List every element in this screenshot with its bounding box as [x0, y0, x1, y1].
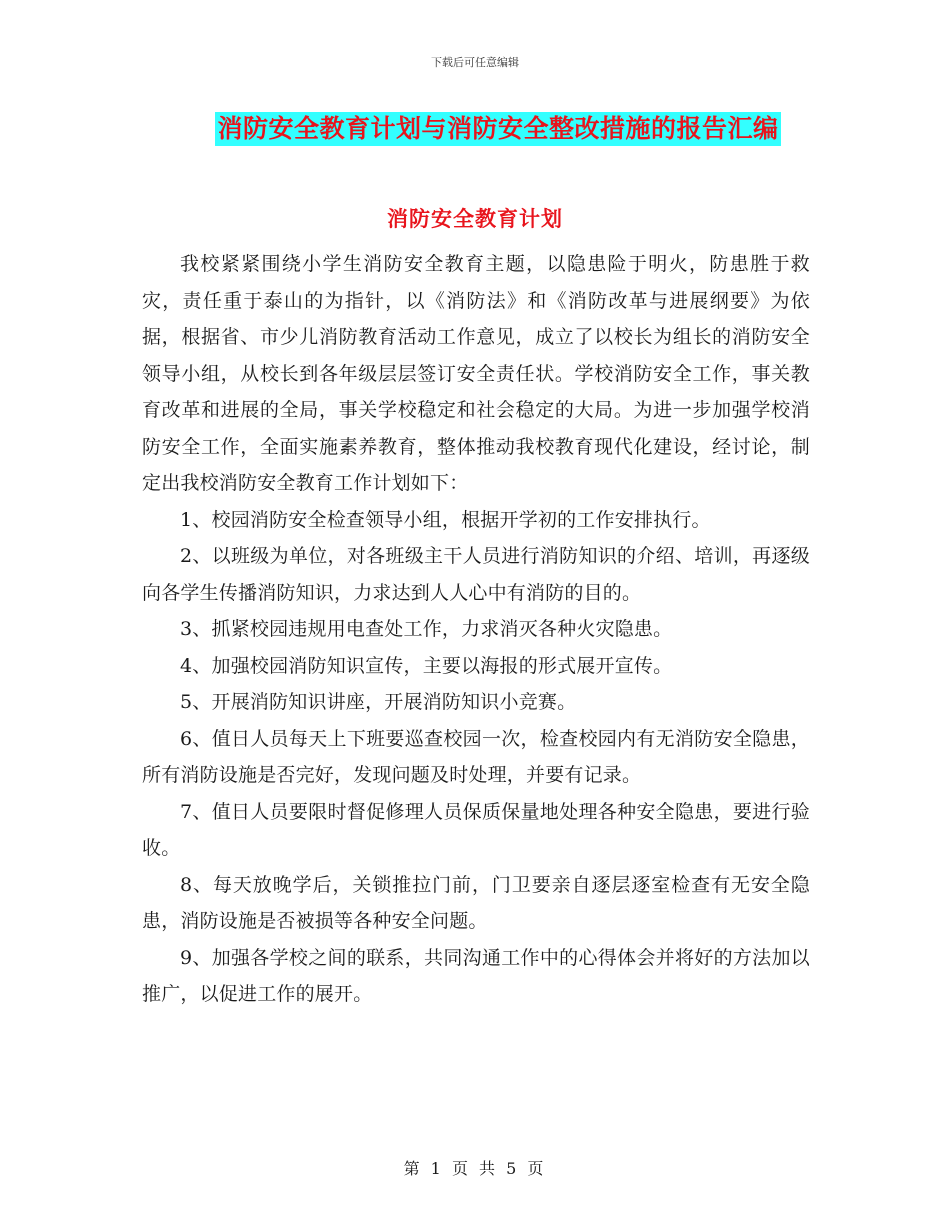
plan-item-8: 8、每天放晚学后，关锁推拉门前，门卫要亲自逐层逐室检查有无安全隐患，消防设施是否被损等各种安全问题。	[142, 873, 810, 932]
plan-item-9: 9、加强各学校之间的联系，共同沟通工作中的心得体会并将好的方法加以推广，以促进工作的展开。	[142, 946, 810, 1005]
section-title: 消防安全教育计划	[387, 206, 563, 231]
document-title: 消防安全教育计划与消防安全整改措施的报告汇编	[215, 112, 780, 146]
plan-item-3: 3、抓紧校园违规用电查处工作，力求消灭各种火灾隐患。	[180, 618, 673, 640]
main-title-container	[0, 112, 950, 146]
intro-paragraph: 我校紧紧围绕小学生消防安全教育主题，以隐患险于明火，防患胜于救灾，责任重于泰山的为指针，以《消防法》和《消防改革与进展纲要》为依据，根据省、市少儿消防教育活动工作意见，成立了以校长为组长的消防安全领导小组，从校长到各年级层层签订安全责任状。学校消防安全工作，事关教育改革和进展的全局，事关学校稳定和社会稳定的大局。为进一步加强学校消防安全工作，全面实施素养教育，整体推动我校教育现代化建设，经讨论，制定出我校消防安全教育工作计划如下：	[142, 253, 810, 494]
plan-item-6: 6、值日人员每天上下班要巡查校园一次，检查校园内有无消防安全隐患，所有消防设施是否完好，发现问题及时处理，并要有记录。	[142, 727, 810, 786]
plan-item-1: 1、校园消防安全检查领导小组，根据开学初的工作安排执行。	[180, 508, 711, 531]
plan-item-4: 4、加强校园消防知识宣传，主要以海报的形式展开宣传。	[180, 654, 673, 677]
plan-item-7: 7、值日人员要限时督促修理人员保质保量地处理各种安全隐患，要进行验收。	[142, 800, 810, 859]
header-note: 下载后可任意编辑	[431, 56, 519, 69]
page-footer: 第 1 页 共 5 页	[403, 1159, 547, 1178]
document-body	[142, 246, 810, 1013]
plan-item-5: 5、开展消防知识讲座，开展消防知识小竞赛。	[180, 691, 577, 713]
plan-item-2: 2、以班级为单位，对各班级主干人员进行消防知识的介绍、培训，再逐级向各学生传播消防知识，力求达到人人心中有消防的目的。	[142, 545, 810, 604]
